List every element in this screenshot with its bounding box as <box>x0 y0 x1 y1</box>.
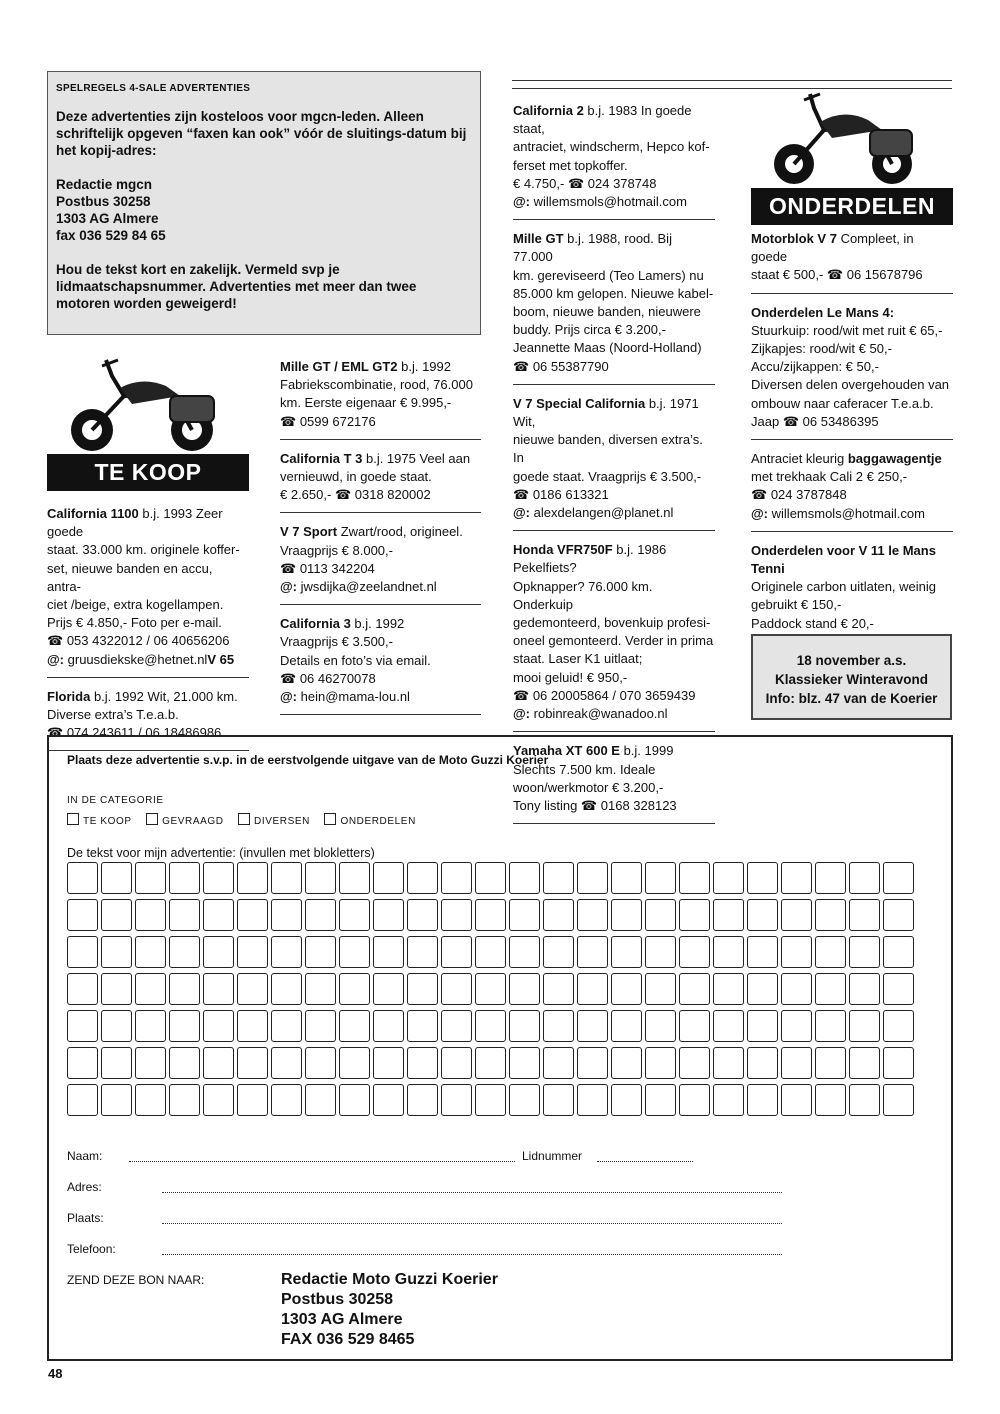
letter-cell[interactable] <box>203 936 234 968</box>
letter-cell[interactable] <box>373 973 404 1005</box>
letter-cell[interactable] <box>815 936 846 968</box>
letter-cell[interactable] <box>237 1084 268 1116</box>
phone-icon: ☎ <box>513 687 530 703</box>
letter-cell[interactable] <box>849 1047 880 1079</box>
letter-cell[interactable] <box>747 936 778 968</box>
letter-cell[interactable] <box>237 1010 268 1042</box>
letter-cell[interactable] <box>747 862 778 894</box>
letter-cell[interactable] <box>611 1010 642 1042</box>
letter-cell[interactable] <box>849 1084 880 1116</box>
letter-cell[interactable] <box>135 899 166 931</box>
letter-cell[interactable] <box>713 862 744 894</box>
letter-cell[interactable] <box>373 1084 404 1116</box>
letter-cell[interactable] <box>101 936 132 968</box>
letter-cell[interactable] <box>271 899 302 931</box>
letter-cell[interactable] <box>883 862 914 894</box>
lidnummer-label: Lidnummer <box>522 1149 583 1163</box>
email-icon: @: <box>47 651 65 667</box>
letter-cell[interactable] <box>271 936 302 968</box>
letter-cell[interactable] <box>101 1084 132 1116</box>
letter-cell[interactable] <box>169 973 200 1005</box>
letter-cell[interactable] <box>169 1010 200 1042</box>
letter-cell[interactable] <box>237 1047 268 1079</box>
ad-item: V 7 Sport Zwart/rood, origineel. Vraagprijs € 8.000,- ☎ 0113 342204 @: jwsdijka@zeelandnet.nl <box>280 523 481 605</box>
letter-cell[interactable] <box>407 1010 438 1042</box>
letter-cell[interactable] <box>271 973 302 1005</box>
letter-cell[interactable] <box>441 862 472 894</box>
motorcycle-illustration-onderdelen <box>768 92 920 188</box>
letter-cell[interactable] <box>475 973 506 1005</box>
letter-cell[interactable] <box>475 899 506 931</box>
rules-intro: Deze advertenties zijn kosteloos voor mgcn-leden. Alleen schriftelijk opgeven “faxen kan ook” vóór de sluitings-datum bij het kopij-adres: <box>56 109 467 158</box>
ad-item: California 2 b.j. 1983 In goede staat, antraciet, windscherm, Hepco kof- ferset met topkoffer. € 4.750,- ☎ 024 378748 @: willemsmols@hotmail.com <box>513 102 715 220</box>
letter-cell[interactable] <box>781 1084 812 1116</box>
letter-cell[interactable] <box>713 1084 744 1116</box>
letter-cell[interactable] <box>509 899 540 931</box>
telefoon-label: Telefoon: <box>67 1242 116 1256</box>
plaats-field[interactable] <box>162 1223 782 1224</box>
letter-grid <box>67 862 914 1116</box>
letter-cell[interactable] <box>305 862 336 894</box>
letter-cell[interactable] <box>815 862 846 894</box>
letter-cell[interactable] <box>883 1084 914 1116</box>
ad-item: California T 3 b.j. 1975 Veel aan vernieuwd, in goede staat. € 2.650,- ☎ 0318 820002 <box>280 450 481 514</box>
phone-icon: ☎ <box>513 486 530 502</box>
letter-cell[interactable] <box>509 1084 540 1116</box>
adres-field[interactable] <box>162 1192 782 1193</box>
letter-cell[interactable] <box>543 862 574 894</box>
letter-cell[interactable] <box>543 899 574 931</box>
letter-cell[interactable] <box>747 973 778 1005</box>
letter-cell[interactable] <box>679 899 710 931</box>
rules-box <box>47 71 481 335</box>
letter-cell[interactable] <box>169 862 200 894</box>
ads-column-1 <box>47 505 249 761</box>
letter-cell[interactable] <box>441 973 472 1005</box>
letter-cell[interactable] <box>203 1047 234 1079</box>
letter-cell[interactable] <box>67 973 98 1005</box>
letter-cell[interactable] <box>203 862 234 894</box>
letter-cell[interactable] <box>237 936 268 968</box>
rules-address: Redactie mgcn Postbus 30258 1303 AG Almere fax 036 529 84 65 <box>56 177 166 243</box>
text-field-label: De tekst voor mijn advertentie: (invullen met blokletters) <box>67 846 375 860</box>
letter-cell[interactable] <box>645 973 676 1005</box>
letter-cell[interactable] <box>203 899 234 931</box>
letter-cell[interactable] <box>577 1047 608 1079</box>
letter-cell[interactable] <box>373 1047 404 1079</box>
letter-cell[interactable] <box>679 936 710 968</box>
letter-cell[interactable] <box>645 1047 676 1079</box>
category-checkbox-diversen[interactable] <box>238 813 250 825</box>
letter-cell[interactable] <box>543 1047 574 1079</box>
page-number: 48 <box>48 1366 63 1381</box>
letter-cell[interactable] <box>475 936 506 968</box>
ad-item: Antraciet kleurig baggawagentje met trekhaak Cali 2 € 250,- ☎ 024 3787848 @: willemsmols@hotmail.com <box>751 450 953 532</box>
letter-cell[interactable] <box>713 899 744 931</box>
category-checkbox-te-koop[interactable] <box>67 813 79 825</box>
email-icon: @: <box>513 505 531 521</box>
letter-cell[interactable] <box>883 936 914 968</box>
section-banner-te-koop: TE KOOP <box>47 454 249 491</box>
category-checkbox-gevraagd[interactable] <box>146 813 158 825</box>
naam-field[interactable] <box>129 1161 515 1162</box>
phone-icon: ☎ <box>280 413 297 429</box>
letter-cell[interactable] <box>135 862 166 894</box>
letter-cell[interactable] <box>713 1047 744 1079</box>
letter-cell[interactable] <box>509 973 540 1005</box>
top-rule <box>512 80 952 89</box>
letter-cell[interactable] <box>611 1047 642 1079</box>
letter-cell[interactable] <box>339 1010 370 1042</box>
letter-cell[interactable] <box>781 1010 812 1042</box>
ad-item: Mille GT / EML GT2 b.j. 1992 Fabriekscombinatie, rood, 76.000 km. Eerste eigenaar € 9.995,- ☎ 0599 672176 <box>280 358 481 440</box>
letter-cell[interactable] <box>475 1084 506 1116</box>
letter-cell[interactable] <box>441 899 472 931</box>
form-intro: Plaats deze advertentie s.v.p. in de eerstvolgende uitgave van de Moto Guzzi Koerier <box>67 753 549 767</box>
letter-cell[interactable] <box>169 1047 200 1079</box>
letter-cell[interactable] <box>271 1010 302 1042</box>
letter-cell[interactable] <box>237 862 268 894</box>
letter-cell[interactable] <box>849 973 880 1005</box>
adres-label: Adres: <box>67 1180 102 1194</box>
letter-cell[interactable] <box>679 973 710 1005</box>
email-icon: @: <box>513 194 531 210</box>
letter-cell[interactable] <box>67 862 98 894</box>
letter-cell[interactable] <box>747 1010 778 1042</box>
letter-cell[interactable] <box>747 1084 778 1116</box>
letter-cell[interactable] <box>849 1010 880 1042</box>
letter-cell[interactable] <box>101 973 132 1005</box>
letter-cell[interactable] <box>67 1047 98 1079</box>
letter-cell[interactable] <box>849 899 880 931</box>
letter-cell[interactable] <box>441 1047 472 1079</box>
letter-cell[interactable] <box>271 862 302 894</box>
letter-cell[interactable] <box>407 1047 438 1079</box>
letter-cell[interactable] <box>645 899 676 931</box>
letter-cell[interactable] <box>611 1084 642 1116</box>
email-icon: @: <box>513 706 531 722</box>
letter-cell[interactable] <box>543 973 574 1005</box>
letter-cell[interactable] <box>339 936 370 968</box>
letter-cell[interactable] <box>849 862 880 894</box>
phone-icon: ☎ <box>782 413 800 429</box>
letter-cell[interactable] <box>407 899 438 931</box>
letter-cell[interactable] <box>543 1010 574 1042</box>
letter-cell[interactable] <box>679 1084 710 1116</box>
letter-cell[interactable] <box>475 1010 506 1042</box>
email-icon: @: <box>280 579 298 595</box>
letter-cell[interactable] <box>305 1047 336 1079</box>
letter-cell[interactable] <box>747 899 778 931</box>
letter-cell[interactable] <box>815 1010 846 1042</box>
category-checkbox-onderdelen[interactable] <box>324 813 336 825</box>
letter-cell[interactable] <box>747 1047 778 1079</box>
letter-cell[interactable] <box>509 862 540 894</box>
letter-cell[interactable] <box>441 1084 472 1116</box>
letter-cell[interactable] <box>509 936 540 968</box>
category-options: TE KOOP GEVRAAGD DIVERSEN ONDERDELEN <box>67 811 426 829</box>
event-notice-box: 18 november a.s. Klassieker Winteravond Info: blz. 47 van de Koerier <box>751 634 952 720</box>
letter-cell[interactable] <box>645 1084 676 1116</box>
ads-column-3 <box>513 102 715 834</box>
phone-icon: ☎ <box>280 560 297 576</box>
letter-cell[interactable] <box>679 1047 710 1079</box>
ad-item: V 7 Special California b.j. 1971 Wit, nieuwe banden, diversen extra’s. In goede staat. Vraagprijs € 3.500,- ☎ 0186 613321 @: alexdelangen@planet.nl <box>513 395 715 531</box>
ad-item: Yamaha XT 600 E b.j. 1999 Slechts 7.500 km. Ideale woon/werkmotor € 3.200,- Tony listing ☎ 0168 328123 <box>513 742 715 824</box>
letter-cell[interactable] <box>135 973 166 1005</box>
ad-item: California 1100 b.j. 1993 Zeer goede staat. 33.000 km. originele koffer- set, nieuwe banden en accu, antra- ciet /beige, extra kogellampen. Prijs € 4.850,- Foto per e-mail. ☎ 053 4322012 / 06 40656206 @: gruusdiekske@hetnet.nlV 65 <box>47 505 249 678</box>
letter-cell[interactable] <box>67 1010 98 1042</box>
phone-icon: ☎ <box>47 633 64 649</box>
letter-cell[interactable] <box>101 1010 132 1042</box>
letter-cell[interactable] <box>407 936 438 968</box>
letter-cell[interactable] <box>645 1010 676 1042</box>
phone-icon: ☎ <box>47 725 64 741</box>
letter-cell[interactable] <box>407 862 438 894</box>
letter-cell[interactable] <box>135 936 166 968</box>
phone-icon: ☎ <box>567 175 585 191</box>
send-label: ZEND DEZE BON NAAR: <box>67 1273 205 1287</box>
letter-cell[interactable] <box>849 936 880 968</box>
letter-cell[interactable] <box>577 936 608 968</box>
motorcycle-illustration-te-koop <box>62 356 224 454</box>
letter-cell[interactable] <box>237 973 268 1005</box>
letter-cell[interactable] <box>67 1084 98 1116</box>
letter-cell[interactable] <box>373 899 404 931</box>
letter-cell[interactable] <box>883 1010 914 1042</box>
letter-cell[interactable] <box>883 973 914 1005</box>
letter-cell[interactable] <box>135 1010 166 1042</box>
letter-cell[interactable] <box>271 1084 302 1116</box>
advertisement-form <box>47 735 953 1361</box>
ads-column-4 <box>751 230 953 659</box>
letter-cell[interactable] <box>475 862 506 894</box>
letter-cell[interactable] <box>339 1084 370 1116</box>
letter-cell[interactable] <box>305 936 336 968</box>
naam-label: Naam: <box>67 1149 103 1163</box>
letter-cell[interactable] <box>815 899 846 931</box>
letter-cell[interactable] <box>407 973 438 1005</box>
letter-cell[interactable] <box>611 862 642 894</box>
letter-cell[interactable] <box>713 936 744 968</box>
letter-cell[interactable] <box>101 899 132 931</box>
phone-icon: ☎ <box>826 267 844 283</box>
lidnummer-field[interactable] <box>597 1161 693 1162</box>
send-address: Redactie Moto Guzzi Koerier Postbus 30258 1303 AG Almere FAX 036 529 8465 <box>281 1271 498 1348</box>
letter-cell[interactable] <box>883 899 914 931</box>
letter-cell[interactable] <box>441 936 472 968</box>
ads-column-2 <box>280 358 481 725</box>
letter-cell[interactable] <box>339 862 370 894</box>
letter-cell[interactable] <box>577 973 608 1005</box>
letter-cell[interactable] <box>577 862 608 894</box>
letter-cell[interactable] <box>577 1010 608 1042</box>
ad-item: California 3 b.j. 1992 Vraagprijs € 3.500,- Details en foto’s via email. ☎ 06 46270078 @: hein@mama-lou.nl <box>280 615 481 715</box>
email-icon: @: <box>751 505 769 521</box>
letter-cell[interactable] <box>203 1010 234 1042</box>
telefoon-field[interactable] <box>162 1254 782 1255</box>
letter-cell[interactable] <box>611 973 642 1005</box>
letter-cell[interactable] <box>543 936 574 968</box>
ad-item: Honda VFR750F b.j. 1986 Pekelfiets? Opknapper? 76.000 km. Onderkuip gedemonteerd, bovenkuip profesi- oneel gemonteerd. Verder in prima staat. Laser K1 uitlaat; mooi geluid! € 950,- ☎ 06 20005864 / 070 3659439 @: robinreak@wanadoo.nl <box>513 541 715 732</box>
letter-cell[interactable] <box>67 899 98 931</box>
letter-cell[interactable] <box>679 862 710 894</box>
letter-cell[interactable] <box>101 1047 132 1079</box>
letter-cell[interactable] <box>611 936 642 968</box>
letter-cell[interactable] <box>781 862 812 894</box>
rules-title: SPELREGELS 4-SALE ADVERTENTIES <box>56 83 251 94</box>
letter-cell[interactable] <box>509 1010 540 1042</box>
letter-cell[interactable] <box>169 936 200 968</box>
letter-cell[interactable] <box>169 1084 200 1116</box>
letter-cell[interactable] <box>101 862 132 894</box>
letter-cell[interactable] <box>373 1010 404 1042</box>
letter-cell[interactable] <box>237 899 268 931</box>
letter-cell[interactable] <box>781 899 812 931</box>
letter-cell[interactable] <box>645 936 676 968</box>
phone-icon: ☎ <box>334 487 352 503</box>
letter-cell[interactable] <box>475 1047 506 1079</box>
letter-cell[interactable] <box>203 1084 234 1116</box>
letter-cell[interactable] <box>509 1047 540 1079</box>
letter-cell[interactable] <box>407 1084 438 1116</box>
letter-cell[interactable] <box>781 1047 812 1079</box>
letter-cell[interactable] <box>815 1084 846 1116</box>
letter-cell[interactable] <box>441 1010 472 1042</box>
letter-cell[interactable] <box>339 973 370 1005</box>
letter-cell[interactable] <box>679 1010 710 1042</box>
ad-item: Onderdelen Le Mans 4: Stuurkuip: rood/wit met ruit € 65,- Zijkapjes: rood/wit € 50,- Accu/zijkappen: € 50,- Diversen delen overgehouden van ombouw naar caferacer T.e.a.b. Jaap ☎ 06 53486395 <box>751 304 953 440</box>
letter-cell[interactable] <box>339 1047 370 1079</box>
section-banner-onderdelen: ONDERDELEN <box>751 188 953 225</box>
letter-cell[interactable] <box>713 973 744 1005</box>
letter-cell[interactable] <box>135 1084 166 1116</box>
letter-cell[interactable] <box>883 1047 914 1079</box>
letter-cell[interactable] <box>271 1047 302 1079</box>
rules-note: Hou de tekst kort en zakelijk. Vermeld svp je lidmaatschapsnummer. Advertenties met meer dan twee motoren worden geweigerd! <box>56 262 417 311</box>
letter-cell[interactable] <box>577 899 608 931</box>
letter-cell[interactable] <box>577 1084 608 1116</box>
letter-cell[interactable] <box>645 862 676 894</box>
plaats-label: Plaats: <box>67 1211 104 1225</box>
phone-icon: ☎ <box>513 358 530 374</box>
letter-cell[interactable] <box>373 862 404 894</box>
letter-cell[interactable] <box>169 899 200 931</box>
letter-cell[interactable] <box>781 973 812 1005</box>
letter-cell[interactable] <box>305 973 336 1005</box>
letter-cell[interactable] <box>135 1047 166 1079</box>
letter-cell[interactable] <box>611 899 642 931</box>
phone-icon: ☎ <box>751 487 768 503</box>
phone-icon: ☎ <box>580 797 598 813</box>
letter-cell[interactable] <box>781 936 812 968</box>
email-icon: @: <box>280 689 298 705</box>
letter-cell[interactable] <box>305 1084 336 1116</box>
letter-cell[interactable] <box>67 936 98 968</box>
ad-item: Mille GT b.j. 1988, rood. Bij 77.000 km. gereviseerd (Teo Lamers) nu 85.000 km gelopen. Nieuwe kabel- boom, nieuwe banden, nieuwere buddy. Prijs circa € 3.200,- Jeannette Maas (Noord-Holland) ☎ 06 55387790 <box>513 230 715 385</box>
letter-cell[interactable] <box>815 1047 846 1079</box>
ad-item: Motorblok V 7 Compleet, in goede staat € 500,- ☎ 06 15678796 <box>751 230 953 294</box>
letter-cell[interactable] <box>713 1010 744 1042</box>
letter-cell[interactable] <box>305 1010 336 1042</box>
letter-cell[interactable] <box>373 936 404 968</box>
letter-cell[interactable] <box>203 973 234 1005</box>
phone-icon: ☎ <box>280 670 297 686</box>
ad-item: Florida b.j. 1992 Wit, 21.000 km. Diverse extra’s T.e.a.b. ☎ 074 243611 / 06 18486986 <box>47 688 249 752</box>
letter-cell[interactable] <box>815 973 846 1005</box>
letter-cell[interactable] <box>305 899 336 931</box>
letter-cell[interactable] <box>339 899 370 931</box>
letter-cell[interactable] <box>543 1084 574 1116</box>
ad-item: Onderdelen voor V 11 le Mans Tenni Originele carbon uitlaten, weinig gebruikt € 150,- Paddock stand € 20,- <box>751 542 953 659</box>
category-label: IN DE CATEGORIE <box>67 795 164 806</box>
